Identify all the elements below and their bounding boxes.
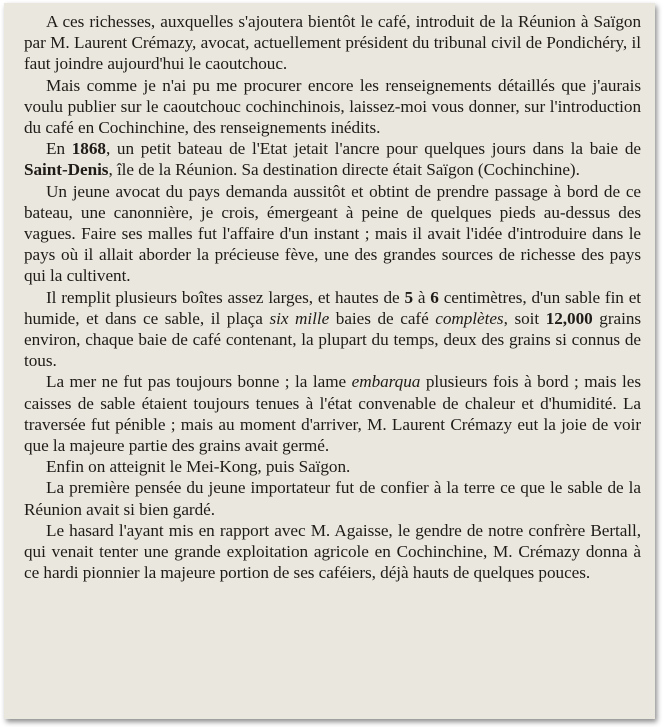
text-run: En xyxy=(46,139,72,159)
text-run: Mais comme je n'ai pu me procurer encore les renseignements détaillés que j'aurais voulu publier sur le caoutchouc cochinchinois, laissez-moi vous donner, sur l'introduction du café en Cochinchine, des renseignements inédits. xyxy=(24,75,641,138)
text-run: Un jeune avocat du pays demanda aussitôt et obtint de prendre passage à bord de ce bateau, une canonnière, je crois, émergeant à peine de quelques pieds au-dessus des vagues. Faire ses malles fut l'affaire d'un instant ; mais il avait l'idée d'introduire dans le pays où il allait aborder la précieuse fève, une des grandes sources de richesse des pays qui la cultivent. xyxy=(24,181,641,286)
text-run: La mer ne fut pas toujours bonne ; la lame xyxy=(46,372,352,392)
bold-text: 6 xyxy=(430,287,439,307)
text-run: , île de la Réunion. Sa destination directe était Saïgon (Cochinchine). xyxy=(108,160,580,180)
paragraph xyxy=(24,287,641,372)
scanned-page xyxy=(4,3,655,719)
text-run: grains environ, chaque baie de café contenant, la plupart du temps, deux des grains si connus de tous. xyxy=(24,308,642,371)
text-run: , soit xyxy=(503,308,546,328)
text-run: Il remplit plusieurs boîtes assez larges, et hautes de xyxy=(46,287,405,307)
paragraph xyxy=(24,138,641,180)
text-run: Enfin on atteignit le Mei-Kong, puis Saïgon. xyxy=(46,457,351,477)
paragraph xyxy=(24,75,641,139)
bold-text: 1868 xyxy=(71,139,106,159)
paragraph xyxy=(24,11,641,75)
text-run: , un petit bateau de l'Etat jetait l'ancre pour quelques jours dans la baie de xyxy=(105,139,642,159)
paragraph xyxy=(24,456,641,477)
text-run: baies de café xyxy=(329,308,436,328)
bold-text: 12,000 xyxy=(545,308,593,328)
bold-text: 5 xyxy=(404,287,413,307)
italic-text: six mille xyxy=(269,308,330,328)
paragraph xyxy=(24,371,641,456)
italic-text: embarqua xyxy=(351,372,421,392)
italic-text: complètes xyxy=(435,308,504,328)
paragraph xyxy=(24,520,641,584)
paragraph xyxy=(24,181,641,287)
bold-text: Saint-Denis xyxy=(24,160,109,180)
text-run: à xyxy=(413,287,431,307)
text-run: centimètres, d'un sable fin et humide, et dans ce sable, il plaça xyxy=(24,287,642,328)
text-run: A ces richesses, auxquelles s'ajoutera bientôt le café, introduit de la Réunion à Saïgon par M. Laurent Crémazy, avocat, actuellement président du tribunal civil de Pondichéry, il faut joindre aujourd'hui le caoutchouc. xyxy=(24,12,641,74)
text-run: Le hasard l'ayant mis en rapport avec M. Agaisse, le gendre de notre confrère Bertall, qui venait tenter une grande exploitation agricole en Cochinchine, M. Crémazy donna à ce hardi pionnier la majeure portion de ses caféiers, déjà hauts de quelques pouces. xyxy=(24,520,641,583)
paragraph xyxy=(24,477,641,519)
text-run: plusieurs fois à bord ; mais les caisses de sable étaient toujours tenues à l'état convenable de chaleur et d'humidité. La traversée fut pénible ; mais au moment d'arriver, M. Laurent Crémazy eut la joie de voir que la majeure partie des grains avait germé. xyxy=(24,372,641,456)
text-run: La première pensée du jeune importateur fut de confier à la terre ce que le sable de la Réunion avait si bien gardé. xyxy=(24,478,641,519)
article-text xyxy=(24,11,641,583)
